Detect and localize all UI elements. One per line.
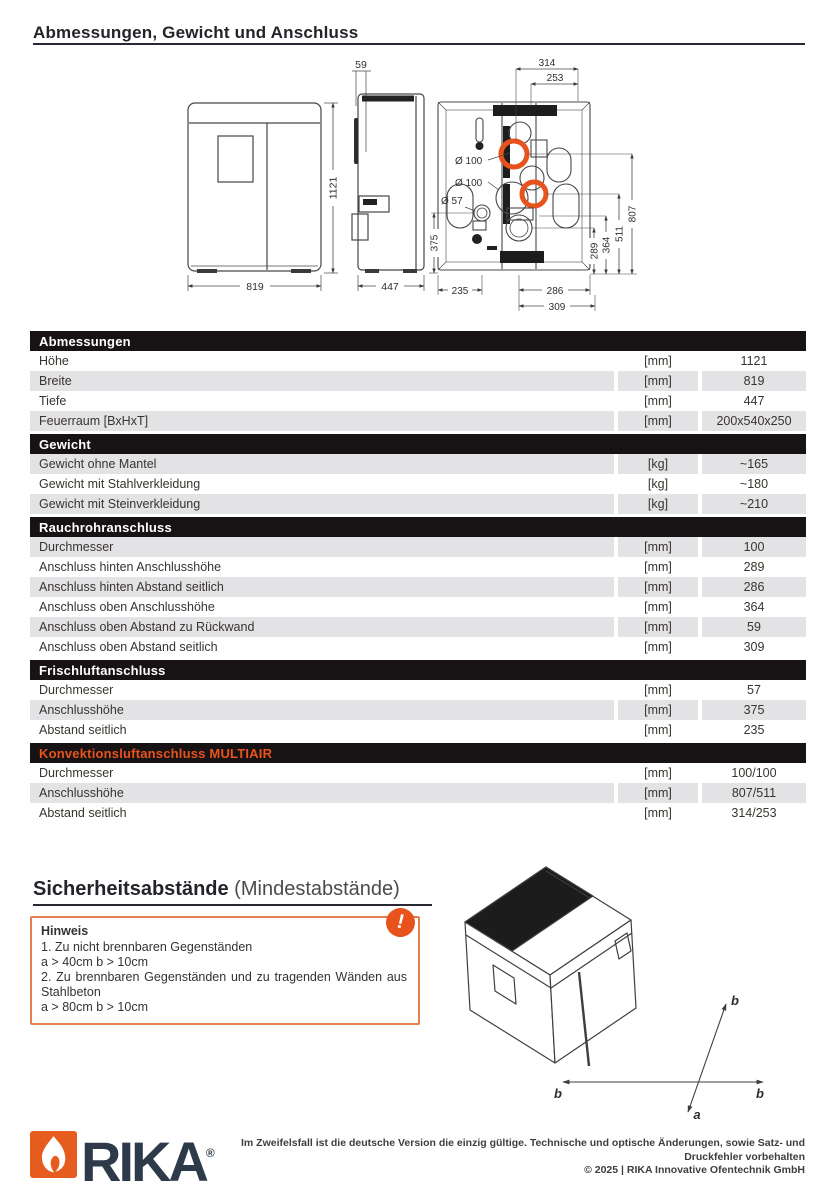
warning-icon: ! <box>383 905 418 940</box>
table-rauchrohranschluss <box>30 517 806 657</box>
footer-disclaimer: Im Zweifelsfall ist die deutsche Version die einzig gültige. Technische und optische Änderungen, sowie Satz- und Druckfehler vorbehalten <box>241 1137 805 1163</box>
label-dia-57: Ø 57 <box>441 196 463 207</box>
dim-rear-314: 314 <box>538 58 556 69</box>
table-row: Durchmesser [mm] 57 <box>39 683 761 697</box>
dim-front-height: 1121 <box>327 176 340 200</box>
table-row: Feuerraum [BxHxT] [mm] 200x540x250 <box>30 411 806 431</box>
safety-section-title <box>33 878 400 901</box>
table-row: Anschlusshöhe [mm] 807/511 <box>30 783 806 803</box>
table-header-abmessungen: Abmessungen <box>30 331 806 351</box>
page-title: Abmessungen, Gewicht und Anschluss <box>33 23 359 42</box>
table-row: Abstand seitlich [mm] 235 <box>39 723 765 737</box>
axis-label-b-top: b <box>731 993 739 1008</box>
dim-rear-235: 235 <box>451 286 469 297</box>
table-row: Gewicht mit Steinverkleidung [kg] ~210 <box>30 494 806 514</box>
table-abmessungen <box>30 331 806 431</box>
safety-title-main: Sicherheitsabstände <box>33 878 229 900</box>
isometric-clearance-drawing <box>445 852 795 1122</box>
hinweis-line: 1. Zu nicht brennbaren Gegenständen <box>41 940 253 954</box>
hinweis-line: a > 80cm b > 10cm <box>41 1000 149 1014</box>
dim-rear-309: 309 <box>548 302 566 313</box>
dim-rear-289: 289 <box>589 242 601 260</box>
flame-icon <box>30 1131 77 1178</box>
table-row: Breite [mm] 819 <box>30 371 806 391</box>
label-dia-100-top: Ø 100 <box>455 156 483 167</box>
label-dia-100-mid: Ø 100 <box>455 178 483 189</box>
table-row: Anschluss hinten Anschlusshöhe [mm] 289 <box>39 560 765 574</box>
safety-title-sub: (Mindestabstände) <box>228 878 400 900</box>
side-view <box>352 59 424 293</box>
table-row: Tiefe [mm] 447 <box>39 394 765 408</box>
hinweis-line: 2. Zu brennbaren Gegenständen und zu tragenden Wänden aus Stahlbeton <box>41 970 407 999</box>
table-frischluftanschluss <box>30 660 806 740</box>
table-header-multiair: Konvektionsluftanschluss MULTIAIR <box>30 743 806 763</box>
dim-rear-286: 286 <box>546 286 564 297</box>
dimension-drawings <box>185 56 650 326</box>
table-row: Höhe [mm] 1121 <box>39 354 768 368</box>
multiair-ring-lower <box>522 182 546 206</box>
table-row: Gewicht mit Stahlverkleidung [kg] ~180 <box>39 477 769 491</box>
dim-side-top-offset: 59 <box>355 59 367 71</box>
axis-label-a: a <box>693 1107 701 1122</box>
dim-rear-511: 511 <box>614 226 626 242</box>
brand-wordmark: RIKA® <box>81 1130 215 1193</box>
dim-rear-807: 807 <box>627 205 639 223</box>
front-view <box>188 103 340 293</box>
table-header-rauchrohranschluss: Rauchrohranschluss <box>30 517 806 537</box>
table-row: Anschluss hinten Abstand seitlich [mm] 286 <box>30 577 806 597</box>
table-header-frischluftanschluss: Frischluftanschluss <box>30 660 806 680</box>
spec-tables <box>30 331 806 823</box>
registered-mark: ® <box>205 1146 215 1160</box>
dim-front-width: 819 <box>246 281 264 293</box>
rear-view <box>428 58 639 313</box>
axis-label-b-right: b <box>756 1086 764 1101</box>
table-row: Anschluss oben Abstand seitlich [mm] 309 <box>39 640 765 654</box>
hinweis-line: a > 40cm b > 10cm <box>41 955 149 969</box>
rika-logo <box>30 1130 215 1193</box>
table-header-gewicht: Gewicht <box>30 434 806 454</box>
hinweis-note-box <box>30 916 420 1025</box>
table-row: Gewicht ohne Mantel [kg] ~165 <box>30 454 806 474</box>
hinweis-title: Hinweis <box>41 924 89 938</box>
dim-side-depth: 447 <box>381 281 399 293</box>
table-row: Anschluss oben Abstand zu Rückwand [mm] 59 <box>30 617 806 637</box>
table-row: Anschluss oben Anschlusshöhe [mm] 364 <box>39 600 765 614</box>
table-row: Durchmesser [mm] 100/100 <box>39 766 777 780</box>
footer-copyright: © 2025 | RIKA Innovative Ofentechnik GmbH <box>584 1164 805 1176</box>
dim-rear-364: 364 <box>601 236 613 254</box>
title-underline <box>33 43 805 45</box>
safety-title-underline <box>33 904 432 906</box>
table-row: Anschlusshöhe [mm] 375 <box>30 700 806 720</box>
dim-rear-375: 375 <box>429 234 441 252</box>
dim-rear-253: 253 <box>546 73 564 84</box>
table-row: Abstand seitlich [mm] 314/253 <box>39 806 777 820</box>
table-konvektionsluftanschluss <box>30 743 806 823</box>
table-gewicht <box>30 434 806 514</box>
table-row: Durchmesser [mm] 100 <box>30 537 806 557</box>
axis-label-b-left: b <box>554 1086 562 1101</box>
